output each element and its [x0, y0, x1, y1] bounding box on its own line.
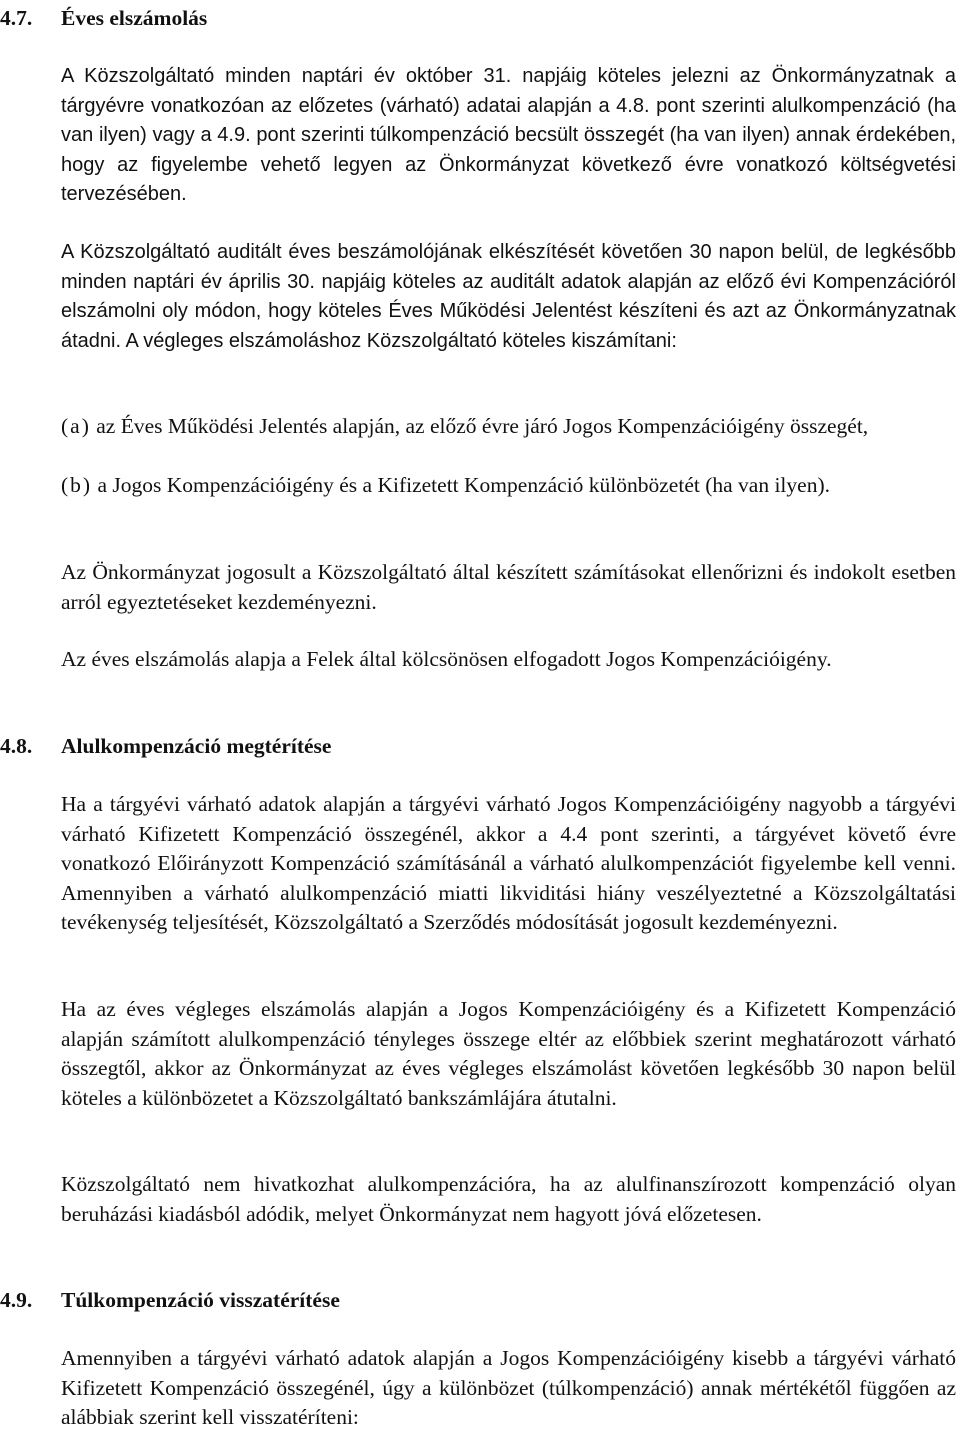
section-number: 4.9. — [0, 1288, 33, 1312]
section-heading-4-8 — [0, 732, 331, 762]
paragraph: Az Önkormányzat jogosult a Közszolgáltató által készített számításokat ellenőrizni és indokolt esetben arról egyeztetéseket kezdeményezni. — [61, 560, 956, 614]
paragraph: Amennyiben a tárgyévi várható adatok alapján a Jogos Kompenzációigény kisebb a tárgyévi várható Kifizetett Kompenzáció összegénél, úgy a különbözet (túlkompenzáció) annak mértékétől függően az alábbiak szerint kell visszatéríteni: — [61, 1346, 956, 1429]
section-title: Alulkompenzáció megtérítése — [61, 734, 332, 758]
list-marker: (b) — [61, 473, 93, 497]
section-heading-4-9 — [0, 1286, 340, 1316]
section-number: 4.7. — [0, 6, 33, 30]
list-item-a — [61, 412, 956, 442]
list-item-text: a Jogos Kompenzációigény és a Kifizetett Kompenzáció különbözetét (ha van ilyen). — [97, 473, 830, 497]
paragraph-text: A Közszolgáltató auditált éves beszámolójának elkészítését követően 30 napon belül, de legkésőbb minden naptári év április 30. napjáig köteles az auditált adatok alapján az előző évi Kompenzációról elszámolni oly módon, hogy köteles Éves Működési Jelentést készíteni és azt az Önkormányzatnak átadni. A végleges elszámoláshoz Közszolgáltató köteles kiszámítani: — [61, 241, 956, 352]
list-marker: (a) — [61, 414, 91, 438]
paragraph: Ha az éves végleges elszámolás alapján a Jogos Kompenzációigény és a Kifizetett Kompenzáció alapján számított alulkompenzáció tényleges összege eltér az előbbiek szerint meghatározott várható összegtől, akkor az Önkormányzat az éves végleges elszámolást követően legkésőbb 30 napon belül köteles a különbözetet a Közszolgáltató bankszámlájára átutalni. — [61, 997, 956, 1110]
list-item-b — [61, 471, 956, 501]
paragraph: Közszolgáltató nem hivatkozhat alulkompenzációra, ha az alulfinanszírozott kompenzáció olyan beruházási kiadásból adódik, melyet Önkormányzat nem hagyott jóvá előzetesen. — [61, 1172, 956, 1226]
paragraph — [61, 238, 956, 356]
paragraph: Az éves elszámolás alapja a Felek által kölcsönösen elfogadott Jogos Kompenzációigény. — [61, 647, 832, 671]
paragraph: Ha a tárgyévi várható adatok alapján a tárgyévi várható Jogos Kompenzációigény nagyobb a tárgyévi várható Kifizetett Kompenzáció összegénél, akkor a 4.4 pont szerinti, a tárgyévet követő évre vonatkozó Előirányzott Kompenzáció számításánál a várható alulkompenzációt figyelembe kell venni. Amennyiben a várható alulkompenzáció miatti likviditási hiány veszélyeztetné a Közszolgáltatási tevékenység teljesítését, Közszolgáltató a Szerződés módosítását jogosult kezdeményezni. — [61, 792, 956, 934]
list-item-text: az Éves Működési Jelentés alapján, az előző évre járó Jogos Kompenzációigény összegét, — [96, 414, 869, 438]
section-title: Túlkompenzáció visszatérítése — [61, 1288, 340, 1312]
section-number: 4.8. — [0, 734, 33, 758]
section-heading-4-7 — [0, 4, 207, 34]
paragraph: A Közszolgáltató minden naptári év október 31. napjáig köteles jelezni az Önkormányzatnak a tárgyévre vonatkozóan az előzetes (várható) adatai alapján a 4.8. pont szerinti alulkompenzáció (ha van ilyen) vagy a 4.9. pont szerinti túlkompenzáció becsült összegét (ha van ilyen) annak érdekében, hogy az figyelembe vehető legyen az Önkormányzat következő évre vonatkozó költségvetési tervezésében. — [61, 65, 956, 205]
section-title: Éves elszámolás — [61, 6, 208, 30]
